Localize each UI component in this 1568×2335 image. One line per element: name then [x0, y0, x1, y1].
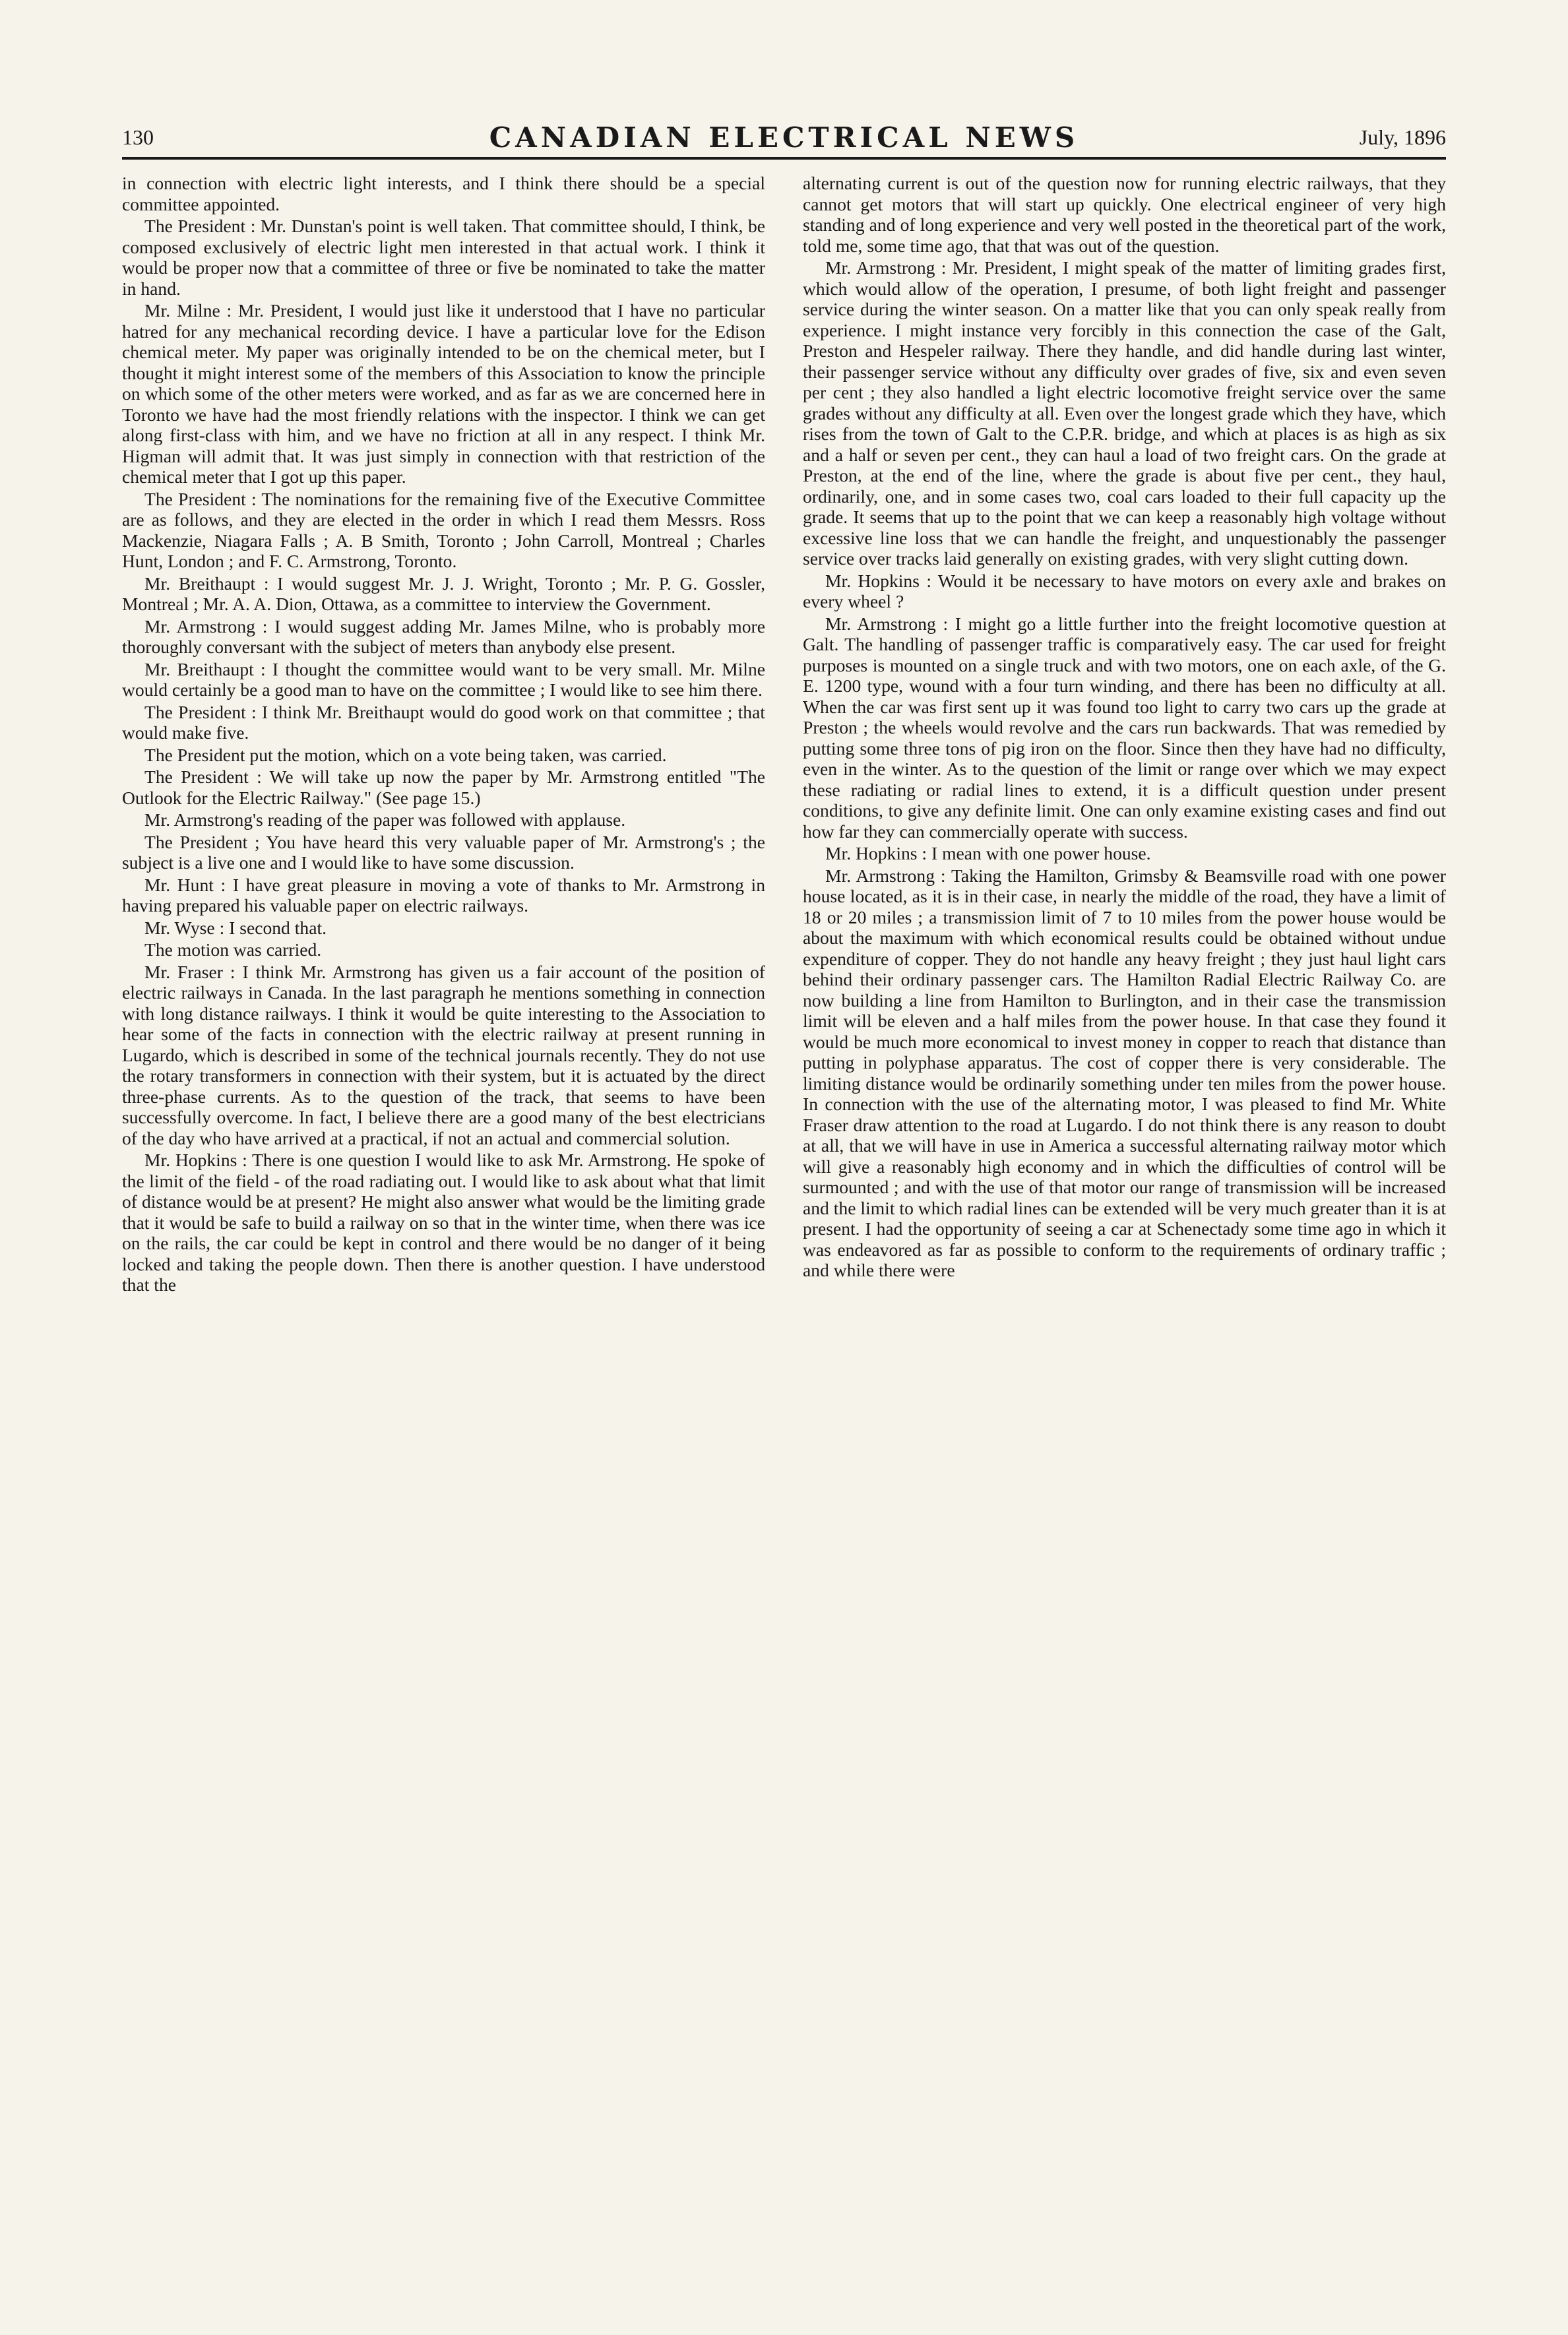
paragraph: Mr. Armstrong's reading of the paper was followed with applause. [144, 809, 626, 830]
paragraph: Mr. Wyse : I second that. [144, 917, 327, 938]
paragraph: The President put the motion, which on a vote being taken, was carried. [144, 744, 667, 765]
paragraph: Mr. Hopkins : Would it be necessary to have motors on every axle and brakes on every wheel ? [803, 570, 1446, 611]
paragraph: Mr. Armstrong : Taking the Hamilton, Grimsby & Beamsville road with one power house located, as it is in their case, in nearly the middle of the road, they have a limit of 18 or 20 miles ; a transmission limit of 7 to 10 miles from the power house would be about the maximum with which economical results could be obtained without undue expenditure of copper. They do not handle any heavy freight ; they just haul light cars behind their ordinary passenger cars. The Hamilton Radial Electric Railway Co. are now building a line from Hamilton to Burlington, and in their case the transmission limit will be eleven and a half miles from the power house. In that case they found it would be much more economical to invest money in copper to reach that distance than putting in polyphase apparatus. The cost of copper there is very considerable. The limiting distance would be ordinarily something under ten miles from the power house. In connection with the use of the alternating motor, I was pleased to find Mr. White Fraser draw attention to the road at Lugardo. I do not think there is any reason to doubt at all, that we will have in use in America a successful alternating railway motor which will give a reasonably high economy and in which the difficulties of control will be surmounted ; and with the use of that motor our range of transmission will be increased and the limit to which radial lines can be extended will be very much greater than it is at present. I had the opportunity of seeing a car at Schenectady some time ago in which it was endeavored as far as possible to conform to the requirements of ordinary traffic ; and while there were [803, 865, 1446, 1280]
paragraph: Mr. Armstrong : I would suggest adding Mr. James Milne, who is probably more thoroughly conversant with the subject of meters than anybody else present. [122, 615, 765, 657]
paragraph: The President : We will take up now the paper by Mr. Armstrong entitled "The Outlook for the Electric Railway." (See page 15.) [122, 766, 765, 808]
page-header [122, 117, 1446, 160]
paragraph: Mr. Armstrong : Mr. President, I might speak of the matter of limiting grades first, which would allow of the operation, I presume, of both light freight and passenger service during the winter season. On a matter like that you can only speak really from experience. I might instance very forcibly in this connection the case of the Galt, Preston and Hespeler railway. There they handle, and did handle during last winter, their passenger service without any difficulty over grades of five, six and even seven per cent ; they also handled a light electric locomotive freight service over the same grades without any difficulty at all. Even over the longest grade which they have, which rises from the town of Galt to the C.P.R. bridge, and which at places is as high as six and a half or seven per cent., they can haul a load of two freight cars. On the grade at Preston, at the end of the line, where the grade is about five per cent., they haul, ordinarily, one, and in some cases two, coal cars loaded to their full capacity up the grade. It seems that up to the point that we can keep a reasonably high voltage without excessive line loss that we can handle the freight, and unquestionably the passenger service over tracks laid generally on existing grades, with very slight cutting down. [803, 257, 1446, 569]
masthead-title: CANADIAN ELECTRICAL NEWS [489, 121, 1079, 154]
paragraph: Mr. Hopkins : There is one question I would like to ask Mr. Armstrong. He spoke of the limit of the field - of the road radiating out. I would like to ask about what that limit of distance would be at present? He might also answer what would be the limiting grade that it would be safe to build a railway on so that in the winter time, when there was ice on the rails, the car could be kept in control and there would be no danger of it being locked and taking the people down. Then there is another question. I have understood that the [122, 1150, 765, 1295]
paragraph: The President : I think Mr. Breithaupt would do good work on that committee ; that would make five. [122, 701, 765, 743]
paragraph: The motion was carried. [144, 939, 322, 960]
paragraph: The President ; You have heard this very valuable paper of Mr. Armstrong's ; the subject is a live one and I would like to have some discussion. [122, 831, 765, 873]
paragraph: The President : Mr. Dunstan's point is well taken. That committee should, I think, be composed exclusively of electric light men interested in that actual work. I think it would be proper now that a committee of three or five be nominated to take the matter in hand. [122, 216, 765, 299]
page-number: 130 [122, 125, 154, 149]
article-body [122, 173, 1446, 2315]
paragraph: Mr. Breithaupt : I thought the committee would want to be very small. Mr. Milne would certainly be a good man to have on the committee ; I would like to see him there. [122, 658, 765, 700]
paragraph: Mr. Breithaupt : I would suggest Mr. J. J. Wright, Toronto ; Mr. P. G. Gossler, Montreal ; Mr. A. A. Dion, Ottawa, as a committee to interview the Government. [122, 573, 765, 614]
paragraph: alternating current is out of the question now for running electric railways, that they cannot get motors that will start up quickly. One electrical engineer of very high standing and of long experience and very well posted in the theoretical part of the work, told me, some time ago, that that was out of the question. [803, 173, 1446, 256]
paragraph: Mr. Armstrong : I might go a little further into the freight locomotive question at Galt. The handling of passenger traffic is comparatively easy. The car used for freight purposes is mounted on a single truck and with two motors, one on each axle, of the G. E. 1200 type, wound with a four turn winding, and there has been no difficulty at all. When the car was first sent up it was found too light to carry two cars up the grade at Preston ; the wheels would revolve and the cars run backwards. That was remedied by putting some three tons of pig iron on the floor. Since then they have had no difficulty, even in the winter. As to the question of the limit or range over which we may expect these radiating or radial lines to extend, it is a difficult question under present conditions, to give any definite limit. One can only examine existing cases and find out how far they can commercially operate with success. [803, 613, 1446, 842]
paragraph: Mr. Hopkins : I mean with one power house. [825, 843, 1151, 863]
paragraph: Mr. Milne : Mr. President, I would just like it understood that I have no particular hatred for any mechanical recording device. I have a particular love for the Edison chemical meter. My paper was originally intended to be on the chemical meter, but I thought it might interest some of the members of this Association to know the principle on which some of the other meters were worked, and as far as we are concerned here in Toronto we have had the most friendly relations with the inspector. I think we can get along first-class with him, and we have no friction at all in any respect. I think Mr. Higman will admit that. It was just simply in connection with that restriction of the chemical meter that I got up this paper. [122, 300, 765, 487]
paragraph: Mr. Fraser : I think Mr. Armstrong has given us a fair account of the position of electric railways in Canada. In the last paragraph he mentions something in connection with long distance railways. I think it would be quite interesting to the Association to hear some of the facts in connection with the electric railway at present running in Lugardo, which is described in some of the technical journals recently. They do not use the rotary transformers in connection with their system, but it is actuated by the direct three-phase currents. As to the question of the track, that seems to have been successfully overcome. In fact, I believe there are a good many of the best electricians of the day who have arrived at a practical, if not an actual and commercial solution. [122, 961, 765, 1148]
issue-date: July, 1896 [1359, 125, 1446, 149]
paragraph: Mr. Hunt : I have great pleasure in moving a vote of thanks to Mr. Armstrong in having prepared his valuable paper on electric railways. [122, 874, 765, 916]
left-column [122, 173, 765, 2315]
paragraph: in connection with electric light interests, and I think there should be a special committee appointed. [122, 173, 765, 214]
paragraph: The President : The nominations for the remaining five of the Executive Committee are as follows, and they are elected in the order in which I read them Messrs. Ross Mackenzie, Niagara Falls ; A. B Smith, Toronto ; John Carroll, Montreal ; Charles Hunt, London ; and F. C. Armstrong, Toronto. [122, 488, 765, 571]
right-column [803, 173, 1446, 2315]
